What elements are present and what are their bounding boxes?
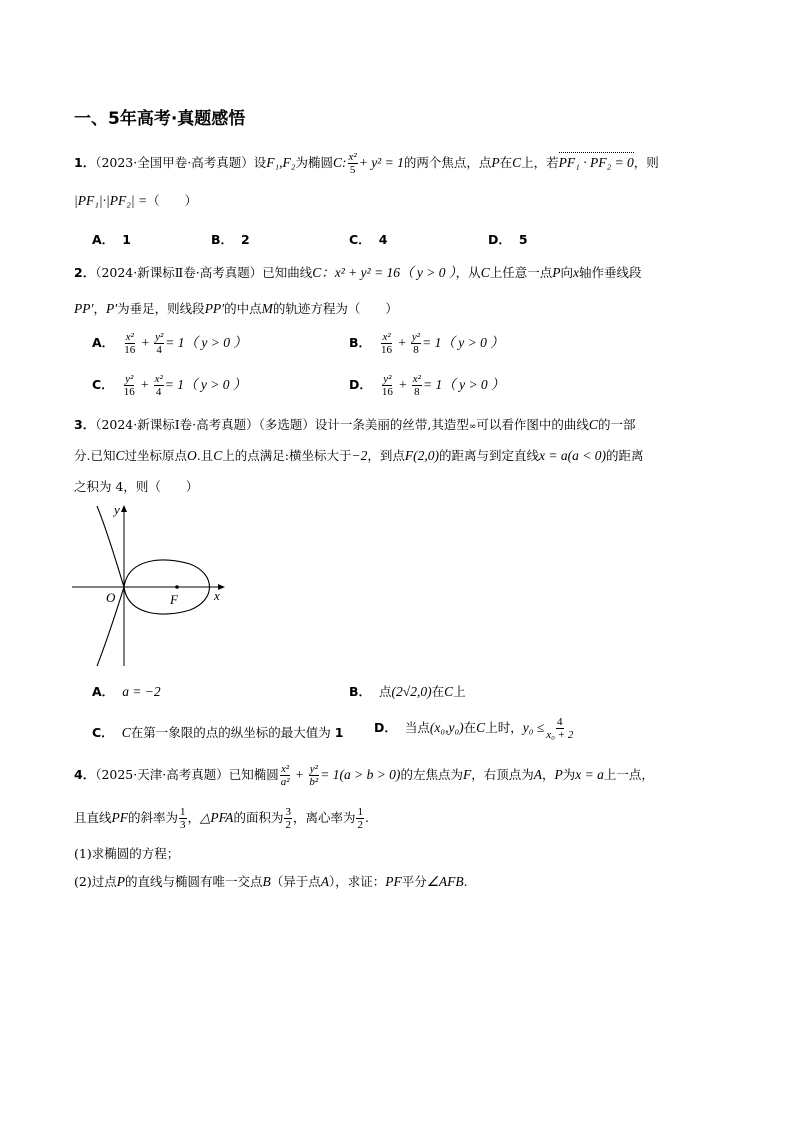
option-text: 在 xyxy=(431,684,445,699)
q2-curve-label: C： xyxy=(312,265,335,280)
section-title: 一、5年高考·真题感悟 xyxy=(74,109,246,129)
q1-text: 上，若 xyxy=(521,155,559,170)
frac xyxy=(412,373,422,398)
q3-text: 可以看作图中的曲线 xyxy=(476,417,589,432)
q2-number: 2． xyxy=(74,265,96,280)
option-text: 上时， xyxy=(485,720,523,735)
frac-den: 2 xyxy=(285,819,291,831)
q3-text: 的距离与到定直线 xyxy=(439,448,540,463)
q4-text: 为 xyxy=(562,767,576,782)
option-text: 在第一象限的点的纵坐标的最大值为 xyxy=(130,725,331,740)
q4-line-pf: PF xyxy=(111,810,129,825)
q4-sub2 xyxy=(74,874,468,890)
q2-axis-x: x xyxy=(572,265,579,280)
q1-text: 设 xyxy=(253,155,267,170)
frac-num: 3 xyxy=(285,806,291,818)
q1-line1 xyxy=(74,151,659,176)
q4-point-p: P xyxy=(116,874,125,889)
q1-foci: F₁,F₂ xyxy=(266,155,296,170)
frac-num: y² xyxy=(125,373,134,385)
frac xyxy=(308,763,319,788)
q4-triangle: △PFA xyxy=(200,810,234,825)
option-label: A． xyxy=(92,232,115,247)
q3-text: 设计一条美丽的丝带,其造型 xyxy=(314,417,469,432)
frac-num: y² xyxy=(309,763,318,775)
q4-line2 xyxy=(74,806,369,831)
q4-text: 且直线 xyxy=(74,810,112,825)
q1-line2 xyxy=(74,193,197,209)
frac-num: x² xyxy=(154,373,163,385)
q3-ribbon-icon: ∞ xyxy=(468,422,477,432)
option-label: A． xyxy=(92,684,115,699)
option-point: (x₀,y₀) xyxy=(429,720,464,735)
q4-text: 已知椭圆 xyxy=(228,767,279,782)
q3-text: 的一部 xyxy=(597,417,636,432)
q4-text: 的左焦点为 xyxy=(400,767,463,782)
q3-curve-c: C xyxy=(588,417,598,432)
q4-line1: 4．（2025·天津·高考真题）已知椭圆 $\frac{\text{x²}}{\text{a²}}$ + $\frac{\text{y²}}{\text{b²}}$ = 1(a > b > 0)的左焦点为F，右顶点为A，P为x = a上一点， xyxy=(74,763,654,788)
frac-num: y² xyxy=(383,373,392,385)
q1-option-d[interactable] xyxy=(488,230,528,248)
eq-rest: = 1 xyxy=(422,335,442,350)
curve-left-branch xyxy=(97,506,124,666)
q1-text: ，则 xyxy=(633,155,659,170)
option-ineq: y₀ ≤ xyxy=(522,720,545,735)
frac-den: 16 xyxy=(381,386,393,398)
option-label: D． xyxy=(488,232,511,247)
frac-den: 8 xyxy=(413,344,419,356)
option-value: 4 xyxy=(378,232,388,247)
q4-line-pf: PF xyxy=(385,874,402,889)
q4-sub1: (1)求椭圆的方程； xyxy=(74,846,180,861)
frac-num: x² xyxy=(125,331,134,343)
q2-option-b[interactable]: B． $\frac{\text{x²}}{16}$ + $\frac{\text{y²}}{8}$ = 1（ y > 0 ） xyxy=(349,331,504,356)
frac xyxy=(123,331,136,356)
q2-segment: PP′ xyxy=(74,301,94,316)
option-value: 5 xyxy=(518,232,528,247)
frac xyxy=(411,331,421,356)
q4-point-b: B xyxy=(262,874,271,889)
q3-origin: O xyxy=(187,448,197,463)
q1-option-c[interactable] xyxy=(349,230,387,248)
q3-text: 的距离 xyxy=(605,448,644,463)
option-label: D． xyxy=(349,377,372,392)
q3-option-b[interactable] xyxy=(349,682,466,700)
frac-den: 4 xyxy=(155,386,162,398)
q2-text: 的轨迹方程为（ ） xyxy=(272,301,398,316)
option-text: 点 xyxy=(379,684,392,699)
option-point: (2√2,0) xyxy=(391,684,432,699)
frac xyxy=(123,373,136,398)
q3-text: ，到点 xyxy=(367,448,405,463)
q4-point-p: P xyxy=(554,767,563,782)
q1-curve-c: C xyxy=(512,155,522,170)
q2-condition: （ y > 0 ） xyxy=(400,265,456,280)
frac-den: a² xyxy=(280,776,290,788)
q2-option-c[interactable]: C． $\frac{\text{y²}}{16}$ + $\frac{\text{x²}}{4}$ = 1（ y > 0 ） xyxy=(92,373,247,398)
q4-source: （2025·天津·高考真题） xyxy=(95,767,229,782)
q3-point-f: F(2,0) xyxy=(404,448,439,463)
q4-text: (2)过点 xyxy=(74,874,117,889)
q2-text: 为垂足，则线段 xyxy=(117,301,205,316)
option-label: B． xyxy=(349,335,372,350)
q3-tag: （多选题） xyxy=(258,417,315,432)
option-value: 1 xyxy=(122,232,131,247)
eq-rest: = 1 xyxy=(165,335,185,350)
option-text: 当点 xyxy=(404,720,430,735)
frac xyxy=(154,373,164,398)
option-label: C． xyxy=(92,725,114,740)
graph-focus-label: F xyxy=(170,592,178,607)
q4-vertex: A xyxy=(533,767,542,782)
q2-foot: P′ xyxy=(105,301,118,316)
frac-num: 1 xyxy=(357,806,363,818)
q4-text: . xyxy=(364,810,369,825)
condition: （ y > 0 ） xyxy=(184,377,247,392)
frac-num: y² xyxy=(411,331,421,343)
option-label: A． xyxy=(92,335,115,350)
option-label: B． xyxy=(349,684,372,699)
q4-vertex: A xyxy=(320,874,329,889)
frac-den: 16 xyxy=(381,344,393,356)
q3-number: 3． xyxy=(74,417,96,432)
q4-number: 4． xyxy=(74,767,96,782)
q2-text: 的中点 xyxy=(224,301,262,316)
q3-text: 上的点满足:横坐标大于 xyxy=(222,448,352,463)
q1-source: （2023·全国甲卷·高考真题） xyxy=(95,155,254,170)
q1-point-p: P xyxy=(491,155,500,170)
q3-option-c[interactable] xyxy=(92,723,343,741)
q2-midpoint: M xyxy=(261,301,273,316)
frac-den: 4 xyxy=(156,344,162,356)
q4-text: ，右顶点为 xyxy=(471,767,534,782)
q2-source: （2024·新课标Ⅱ卷·高考真题） xyxy=(95,265,263,280)
option-text: 上 xyxy=(453,684,466,699)
q4-text: 的斜率为 xyxy=(128,810,179,825)
q1-number: 1． xyxy=(74,155,96,170)
q2-line1 xyxy=(74,265,642,281)
focus-point xyxy=(175,585,179,589)
q3-line3: 之积为 4，则（ ） xyxy=(74,479,199,494)
frac-num: x² xyxy=(281,763,290,775)
q4-text: . xyxy=(463,874,468,889)
frac xyxy=(284,806,292,831)
eq-rest: = 1 xyxy=(164,377,184,392)
condition: （ y > 0 ） xyxy=(184,335,247,350)
frac xyxy=(356,806,364,831)
q3-line2 xyxy=(74,448,643,464)
q1-blank: （ ） xyxy=(147,193,198,208)
option-label: C． xyxy=(349,232,371,247)
q4-text: ），求证： xyxy=(329,874,386,889)
q3-line1 xyxy=(74,417,635,435)
q2-text: ，从 xyxy=(455,265,481,280)
q3-curve-graph xyxy=(66,498,232,670)
q3-text: 过坐标原点 xyxy=(124,448,188,463)
graph-y-label: y xyxy=(114,502,120,517)
q4-line-eq: x = a xyxy=(575,767,604,782)
q3-option-d[interactable] xyxy=(374,716,575,741)
q4-text: 的直线与椭圆有唯一交点 xyxy=(124,874,263,889)
eq-rest: = 1 xyxy=(422,377,443,392)
option-curve: C xyxy=(476,720,486,735)
frac-num: y² xyxy=(155,331,164,343)
q1-text: 的两个焦点，点 xyxy=(403,155,492,170)
q1-dot-product: PF₁ · PF₂ = 0 xyxy=(558,155,634,170)
q2-option-a[interactable]: A． $\frac{\text{x²}}{16}$ + $\frac{\text{y²}}{4}$ = 1（ y > 0 ） xyxy=(92,331,247,356)
q1-fraction xyxy=(348,151,358,176)
frac-num: 4 xyxy=(557,716,563,728)
q4-angle: ∠AFB xyxy=(426,874,464,889)
q2-line2 xyxy=(74,301,398,317)
option-label: D． xyxy=(374,720,397,735)
option-value: 2 xyxy=(241,232,250,247)
q1-text: 为椭圆 xyxy=(295,155,334,170)
q4-text: ， xyxy=(187,810,201,825)
q3-curve-c: C xyxy=(115,448,125,463)
q3-text: .且 xyxy=(196,448,214,463)
q4-eq-rest: = 1(a > b > 0) xyxy=(320,767,401,782)
q1-equation-rest: + y² = 1 xyxy=(358,155,404,170)
q3-option-a[interactable] xyxy=(92,682,161,700)
frac xyxy=(280,763,291,788)
q2-text: 上任意一点 xyxy=(489,265,553,280)
q2-segment: PP′ xyxy=(204,301,225,316)
option-value: a = −2 xyxy=(122,684,161,699)
q2-option-d[interactable]: D． $\frac{\text{y²}}{16}$ + $\frac{\text{x²}}{8}$ = 1（ y > 0 ） xyxy=(349,373,505,398)
q1-text: 在 xyxy=(499,155,513,170)
q2-text: 向 xyxy=(560,265,573,280)
frac xyxy=(381,373,394,398)
q3-value: −2 xyxy=(351,448,368,463)
option-curve: C xyxy=(444,684,454,699)
frac-num: x² xyxy=(382,331,391,343)
q2-curve-c: C xyxy=(480,265,490,280)
q3-line-eq: x = a(a < 0) xyxy=(539,448,606,463)
q4-text: （异于点 xyxy=(270,874,321,889)
q3-source: （2024·新课标Ⅰ卷·高考真题） xyxy=(95,417,259,432)
frac-den: 16 xyxy=(124,344,136,356)
q4-text: 平分 xyxy=(401,874,427,889)
frac-den: x₀ + 2 xyxy=(546,729,574,741)
frac-den: 2 xyxy=(357,819,363,831)
frac-num: 1 xyxy=(180,806,186,818)
q3-curve-c: C xyxy=(213,448,223,463)
option-value: 1 xyxy=(334,725,344,740)
q4-text: ，离心率为 xyxy=(292,810,356,825)
frac xyxy=(380,331,393,356)
condition: （ y > 0 ） xyxy=(441,335,504,350)
q4-text: 上一点， xyxy=(603,767,654,782)
q2-text: 已知曲线 xyxy=(262,265,313,280)
frac xyxy=(179,806,187,831)
q1-option-b[interactable] xyxy=(211,230,250,248)
q1-ellipse-label: C: xyxy=(333,155,347,170)
frac-den: 8 xyxy=(414,386,420,398)
option-label: C． xyxy=(92,377,114,392)
frac-den: b² xyxy=(309,776,319,788)
q4-text: 的面积为 xyxy=(233,810,284,825)
frac-num: x² xyxy=(412,373,421,385)
q2-text: ， xyxy=(93,301,106,316)
q2-text: 轴作垂线段 xyxy=(578,265,642,280)
q2-equation: x² + y² = 16 xyxy=(334,265,401,280)
q3-text: 分.已知 xyxy=(74,448,116,463)
q1-frac-num: x² xyxy=(348,151,357,163)
q1-frac-den: 5 xyxy=(349,164,356,176)
option-text: 在 xyxy=(463,720,477,735)
frac-den: 3 xyxy=(180,819,186,831)
q4-focus: F xyxy=(462,767,472,782)
option-curve: C xyxy=(121,725,131,740)
frac xyxy=(545,716,574,741)
q1-option-a[interactable] xyxy=(92,230,131,248)
option-label: B． xyxy=(211,232,234,247)
condition: （ y > 0 ） xyxy=(442,377,505,392)
graph-origin-label: O xyxy=(106,590,116,605)
q1-product-expr: |PF₁|·|PF₂| = xyxy=(74,193,148,208)
q2-point-p: P xyxy=(552,265,561,280)
q4-text: ， xyxy=(541,767,555,782)
frac xyxy=(154,331,164,356)
frac-den: 16 xyxy=(123,386,135,398)
graph-x-label: x xyxy=(214,588,220,603)
